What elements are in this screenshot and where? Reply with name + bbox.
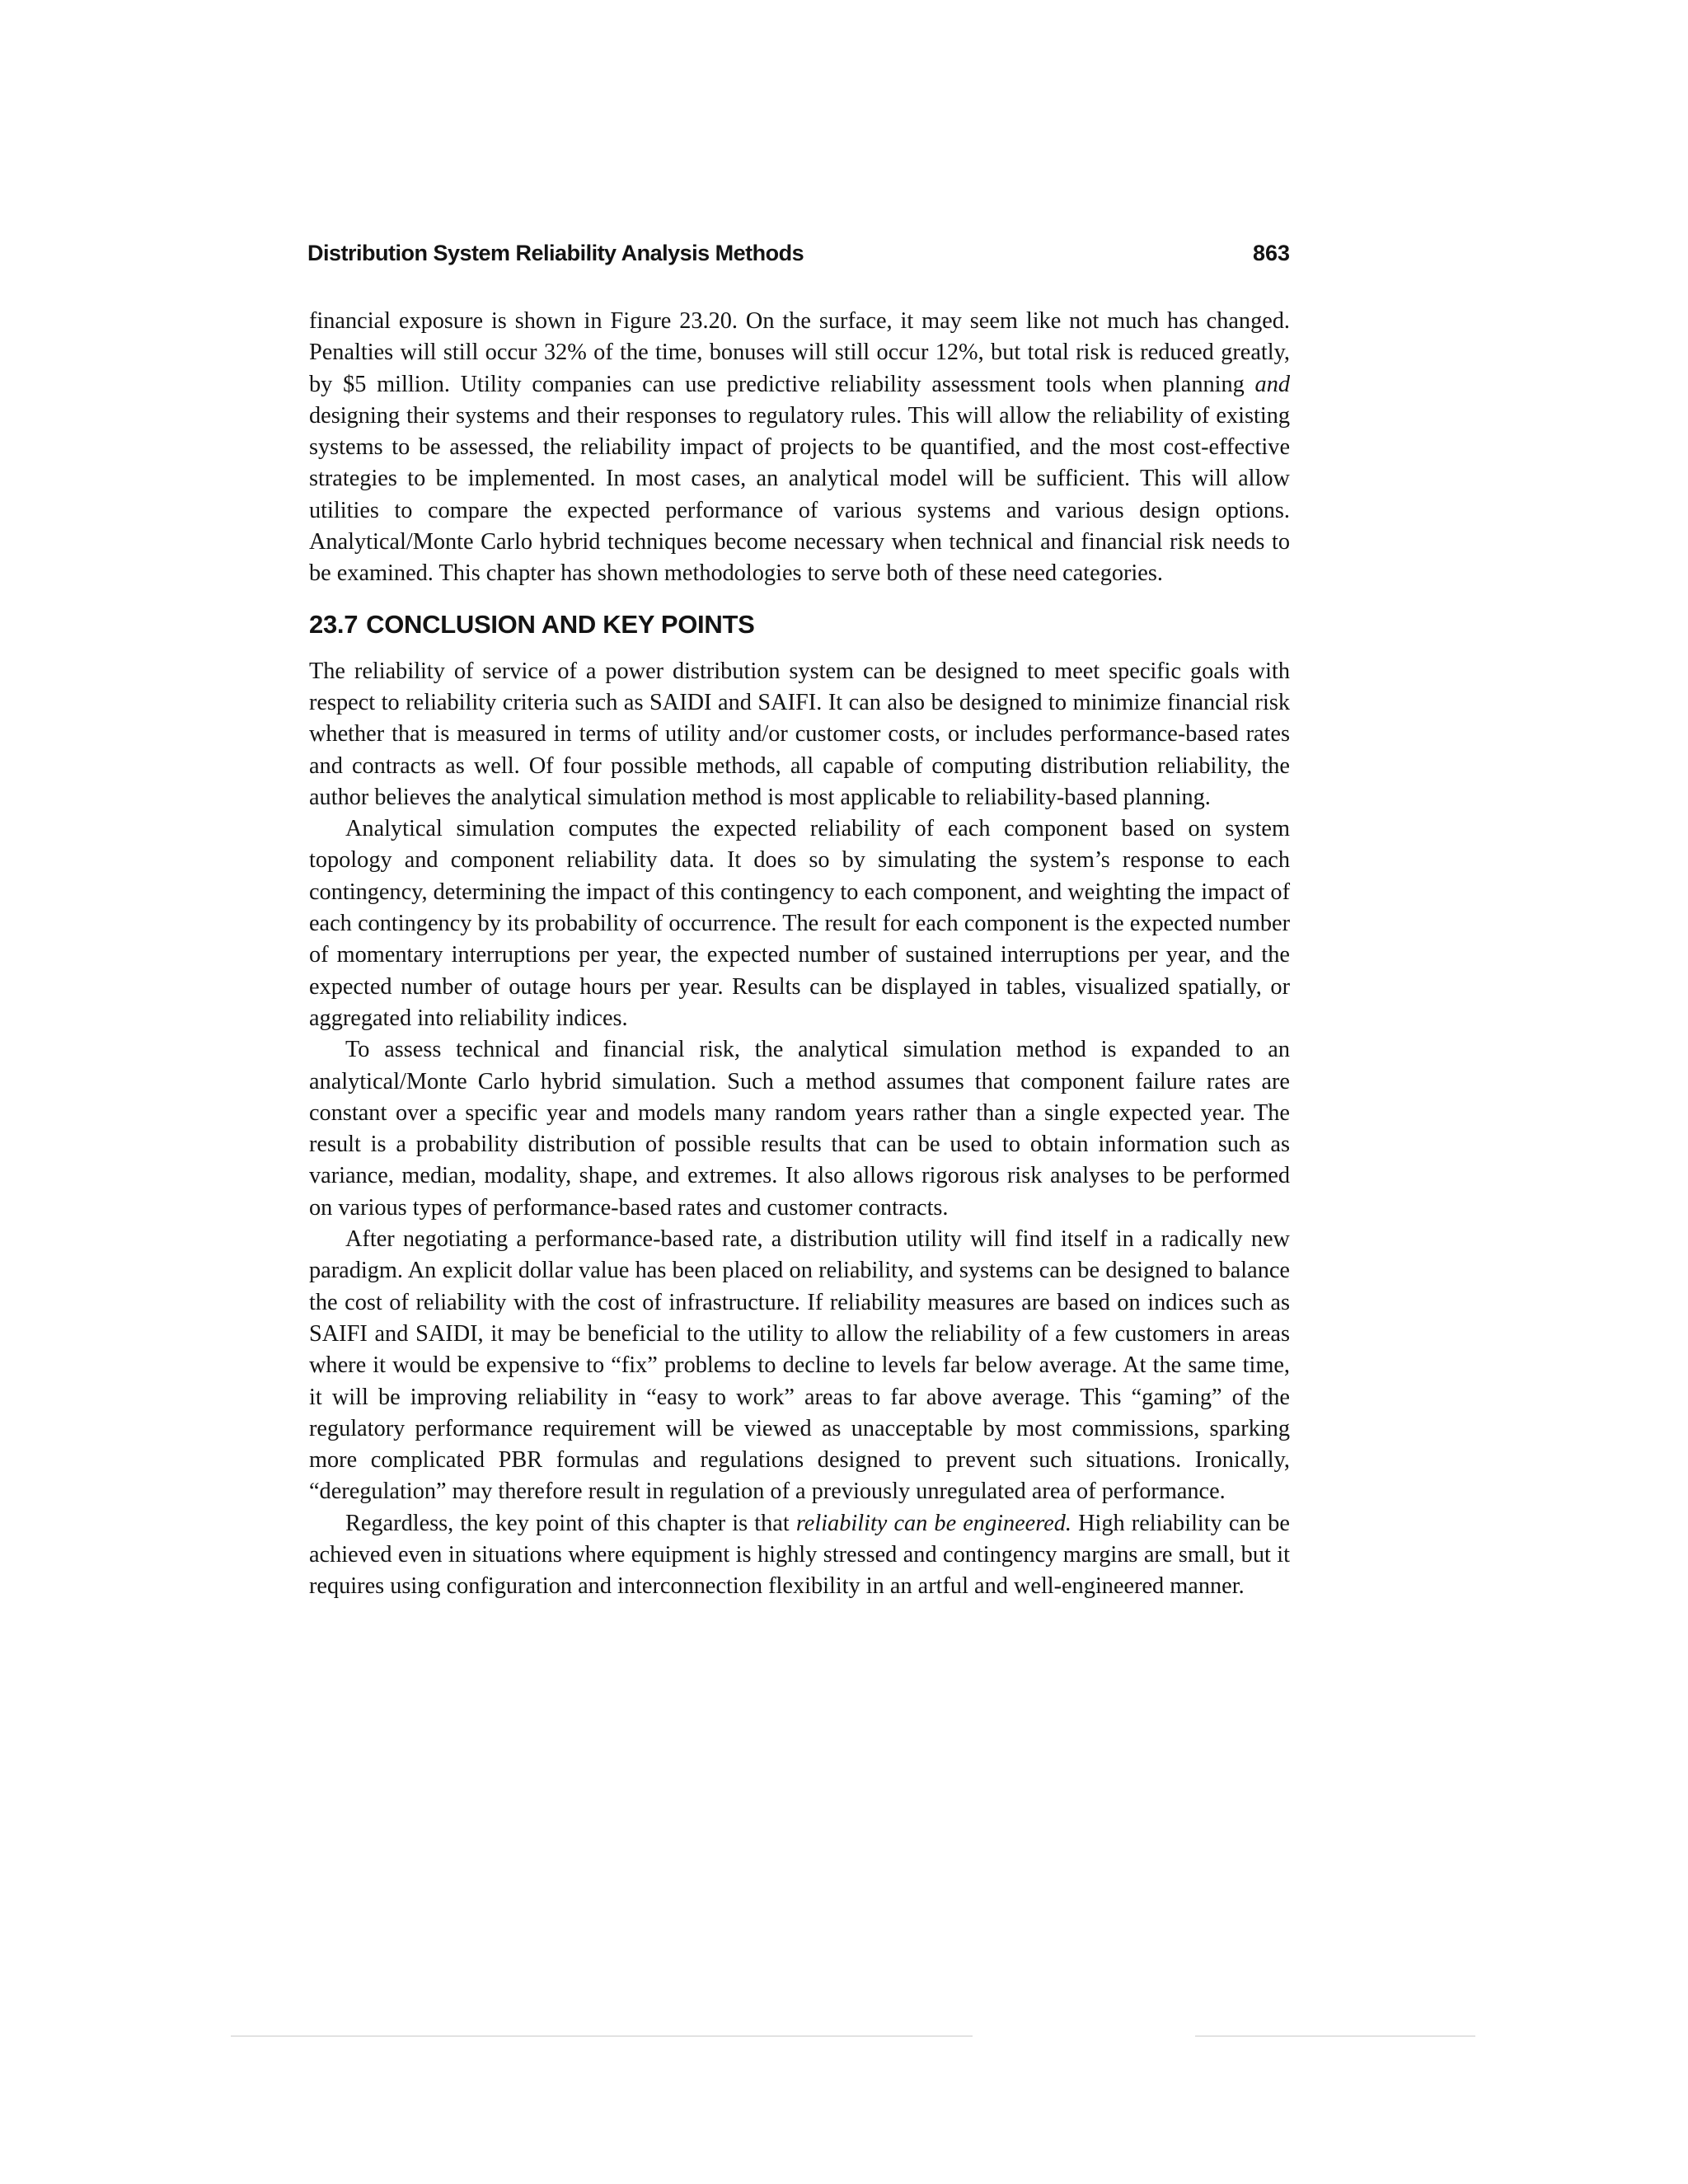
section-number: 23.7: [309, 609, 359, 639]
final-paragraph-text-1: Regardless, the key point of this chapter is that: [345, 1510, 796, 1536]
intro-paragraph-text-1: financial exposure is shown in Figure 23.20. On the surface, it may seem like not much has changed. Penalties will still occur 32% of the time, bonuses will still occur 12%, but total risk is reduced greatly, by $5 million. Utility companies can use predictive reliability assessment tools when planning: [309, 308, 1290, 397]
intro-paragraph-text-2: designing their systems and their responses to regulatory rules. This will allow the reliability of existing systems to be assessed, the reliability impact of projects to be quantified, and the most cost-effective strategies to be implemented. In most cases, an analytical model will be sufficient. This will allow utilities to compare the expected performance of various systems and various design options. Analytical/Monte Carlo hybrid techniques become necessary when technical and financial risk needs to be examined. This chapter has shown methodologies to serve both of these need categories.: [309, 402, 1290, 587]
intro-paragraph: [309, 306, 1290, 590]
intro-paragraph-emphasis: and: [1254, 371, 1290, 397]
paragraph-4: After negotiating a performance-based rate, a distribution utility will find itself in a radically new paradigm. An explicit dollar value has been placed on reliability, and systems can be designed to balance the cost of reliability with the cost of infrastructure. If reliability measures are based on indices such as SAIFI and SAIDI, it may be beneficial to the utility to allow the reliability of a few customers in areas where it would be expensive to “fix” problems to decline to levels far below average. At the same time, it will be improving reliability in “easy to work” areas to far above average. This “gaming” of the regulatory performance requirement will be viewed as unacceptable by most commissions, sparking more complicated PBR formulas and regulations designed to prevent such situations. Ironically, “deregulation” may therefore result in regulation of a previously unregulated area of performance.: [309, 1226, 1290, 1505]
final-paragraph-emphasis: reliability can be engineered.: [795, 1510, 1071, 1536]
section-heading: [309, 608, 1290, 641]
document-page: [309, 237, 1290, 1603]
final-paragraph-text-2: High reliability can be achieved even in situations where equipment is highly stressed and contingency margins are small, but it requires using configuration and interconnection flexibility in an artful and well-engineered manner.: [309, 1510, 1290, 1600]
paragraph-3: To assess technical and financial risk, the analytical simulation method is expanded to an analytical/Monte Carlo hybrid simulation. Such a method assumes that component failure rates are constant over a specific year and models many random years rather than a single expected year. The result is a probability distribution of possible results that can be used to obtain information such as variance, median, modality, shape, and extremes. It also allows rigorous risk analyses to be performed on various types of performance-based rates and customer contracts.: [309, 1037, 1290, 1221]
running-head-title: Distribution System Reliability Analysis Methods: [307, 241, 804, 265]
running-head: [309, 237, 1290, 269]
section-title: CONCLUSION AND KEY POINTS: [366, 609, 755, 639]
final-paragraph: [309, 1508, 1290, 1603]
body-text: [309, 306, 1290, 1603]
page-number: 863: [1252, 241, 1290, 265]
paragraph-1: The reliability of service of a power distribution system can be designed to meet specific goals with respect to reliability criteria such as SAIDI and SAIFI. It can also be designed to minimize financial risk whether that is measured in terms of utility and/or customer costs, or includes performance-based rates and contracts as well. Of four possible methods, all capable of computing distribution reliability, the author believes the analytical simulation method is most applicable to reliability-based planning.: [309, 658, 1290, 810]
paragraph-2: Analytical simulation computes the expected reliability of each component based on system topology and component reliability data. It does so by simulating the system’s response to each contingency, determining the impact of this contingency to each component, and weighting the impact of each contingency by its probability of occurrence. The result for each component is the expected number of momentary interruptions per year, the expected number of sustained interruptions per year, and the expected number of outage hours per year. Results can be displayed in tables, visualized spatially, or aggregated into reliability indices.: [309, 816, 1290, 1031]
